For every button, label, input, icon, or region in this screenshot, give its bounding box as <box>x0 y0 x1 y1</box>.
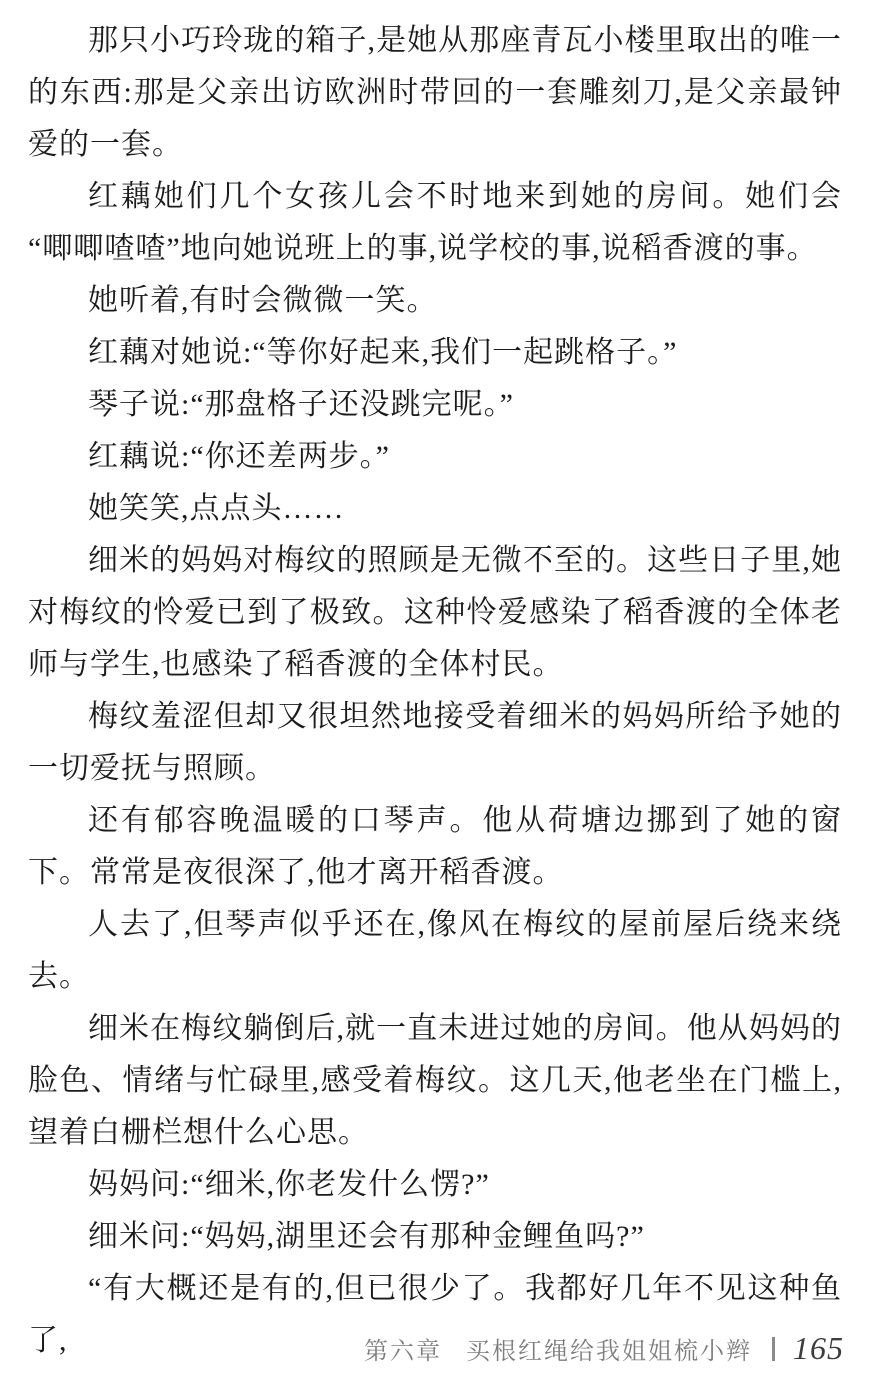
page-footer <box>364 1330 844 1367</box>
paragraph: “有大概还是有的,但已很少了。我都好几年不见这种鱼了, <box>28 1272 842 1357</box>
page-number: 165 <box>793 1330 844 1366</box>
paragraph: 细米在梅纹躺倒后,就一直未进过她的房间。他从妈妈的脸色、情绪与忙碌里,感受着梅纹。这几天,他老坐在门槛上,望着白栅栏想什么心思。 <box>28 1012 842 1149</box>
paragraph: 梅纹羞涩但却又很坦然地接受着细米的妈妈所给予她的一切爱抚与照顾。 <box>28 700 842 785</box>
chapter-number-label: 第六章 <box>364 1338 442 1365</box>
paragraph: 细米的妈妈对梅纹的照顾是无微不至的。这些日子里,她对梅纹的怜爱已到了极致。这种怜爱感染了稻香渡的全体老师与学生,也感染了稻香渡的全体村民。 <box>28 544 842 681</box>
paragraph: 细米问:“妈妈,湖里还会有那种金鲤鱼吗?” <box>88 1220 645 1253</box>
paragraph: 那只小巧玲珑的箱子,是她从那座青瓦小楼里取出的唯一的东西:那是父亲出访欧洲时带回的一套雕刻刀,是父亲最钟爱的一套。 <box>28 24 842 161</box>
paragraph: 她笑笑,点点头…… <box>88 492 345 525</box>
paragraph: 红藕她们几个女孩儿会不时地来到她的房间。她们会“唧唧喳喳”地向她说班上的事,说学校的事,说稻香渡的事。 <box>28 180 842 265</box>
chapter-title: 买根红绳给我姐姐梳小辫 <box>466 1338 752 1365</box>
paragraph: 红藕对她说:“等你好起来,我们一起跳格子。” <box>88 336 678 369</box>
footer-divider <box>772 1337 775 1361</box>
paragraph: 琴子说:“那盘格子还没跳完呢。” <box>88 388 514 421</box>
paragraph: 妈妈问:“细米,你老发什么愣?” <box>88 1168 490 1201</box>
paragraph: 她听着,有时会微微一笑。 <box>88 284 438 317</box>
paragraph: 红藕说:“你还差两步。” <box>88 440 390 473</box>
paragraph: 还有郁容晚温暖的口琴声。他从荷塘边挪到了她的窗下。常常是夜很深了,他才离开稻香渡。 <box>28 804 842 889</box>
paragraph: 人去了,但琴声似乎还在,像风在梅纹的屋前屋后绕来绕去。 <box>28 908 842 993</box>
